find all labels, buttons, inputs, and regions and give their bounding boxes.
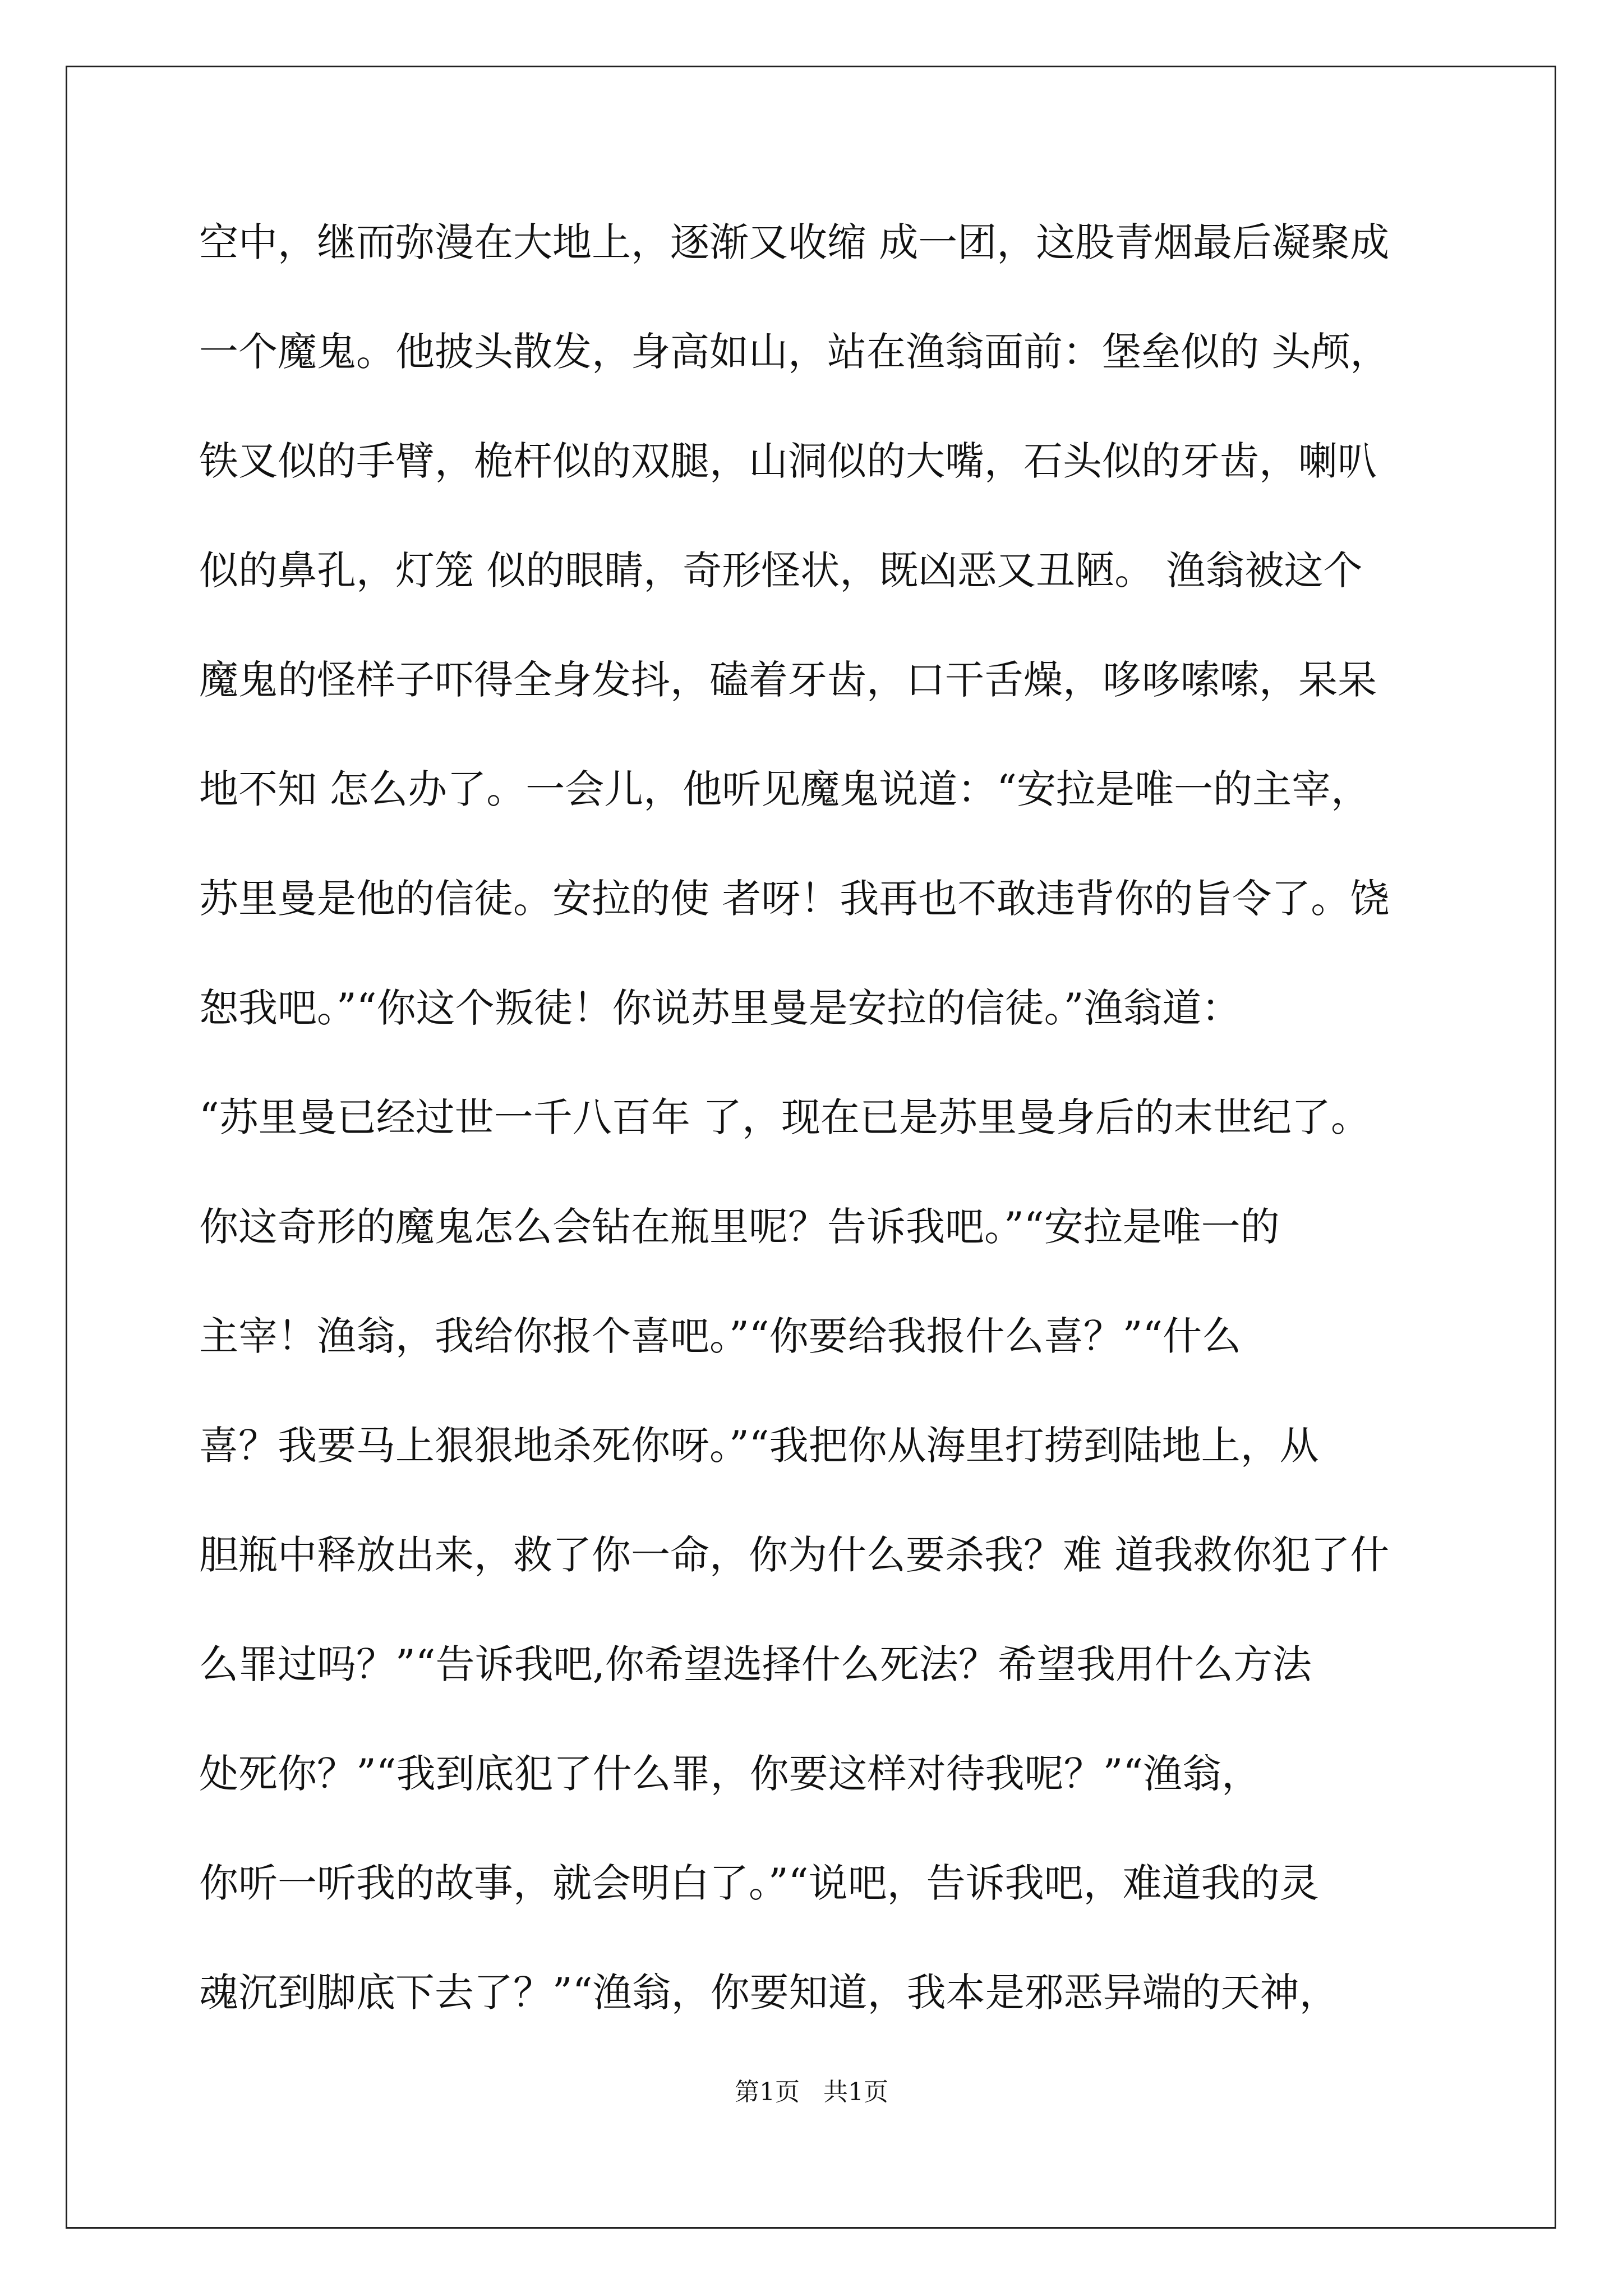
text-line-5: 魔鬼的怪样子吓得全身发抖，磕着牙齿，口干舌燥，哆哆嗦嗦，呆呆 [199,657,1377,703]
text-line-3: 铁叉似的手臂，桅杆似的双腿，山洞似的大嘴，石头似的牙齿，喇叭 [199,438,1377,484]
text-line-12: 喜？我要马上狠狠地杀死你呀。”“我把你从海里打捞到陆地上，从 [199,1423,1319,1469]
text-line-1: 空中，继而弥漫在大地上，逐渐又收缩 成一团，这股青烟最后凝聚成 [199,219,1390,265]
text-line-16: 你听一听我的故事，就会明白了。”“说吧，告诉我吧，难道我的灵 [199,1860,1319,1906]
text-line-8: 恕我吧。”“你这个叛徒！你说苏里曼是安拉的信徒。”渔翁道： [199,985,1241,1031]
text-line-17: 魂沉到脚底下去了？”“渔翁，你要知道，我本是邪恶异端的天神， [199,1970,1339,2016]
text-line-7: 苏里曼是他的信徒。安拉的使 者呀！我再也不敢违背你的旨令了。饶 [199,876,1390,922]
text-line-4: 似的鼻孔，灯笼 似的眼睛，奇形怪状，既凶恶又丑陋。 渔翁被这个 [199,547,1363,593]
text-line-11: 主宰！渔翁，我给你报个喜吧。”“你要给我报什么喜？”“什么 [199,1313,1242,1359]
text-line-15: 处死你？”“我到底犯了什么罪，你要这样对待我呢？”“渔翁， [199,1751,1261,1797]
text-line-13: 胆瓶中释放出来，救了你一命，你为什么要杀我？难 道我救你犯了什 [199,1532,1390,1578]
text-line-6: 地不知 怎么办了。一会儿，他听见魔鬼说道：“安拉是唯一的主宰， [199,766,1371,812]
text-line-9: “苏里曼已经过世一千八百年 了，现在已是苏里曼身后的末世纪了。 [199,1094,1371,1140]
text-line-10: 你这奇形的魔鬼怎么会钻在瓶里呢？告诉我吧。”“安拉是唯一的 [199,1204,1280,1250]
page-number-footer: 第1页 共1页 [735,2078,888,2106]
text-line-14: 么罪过吗？”“告诉我吧,你希望选择什么死法？希望我用什么方法 [199,1641,1312,1687]
text-line-2: 一个魔鬼。他披头散发，身高如山，站在渔翁面前：堡垒似的 头颅， [199,329,1390,375]
document-body [199,214,1455,2074]
